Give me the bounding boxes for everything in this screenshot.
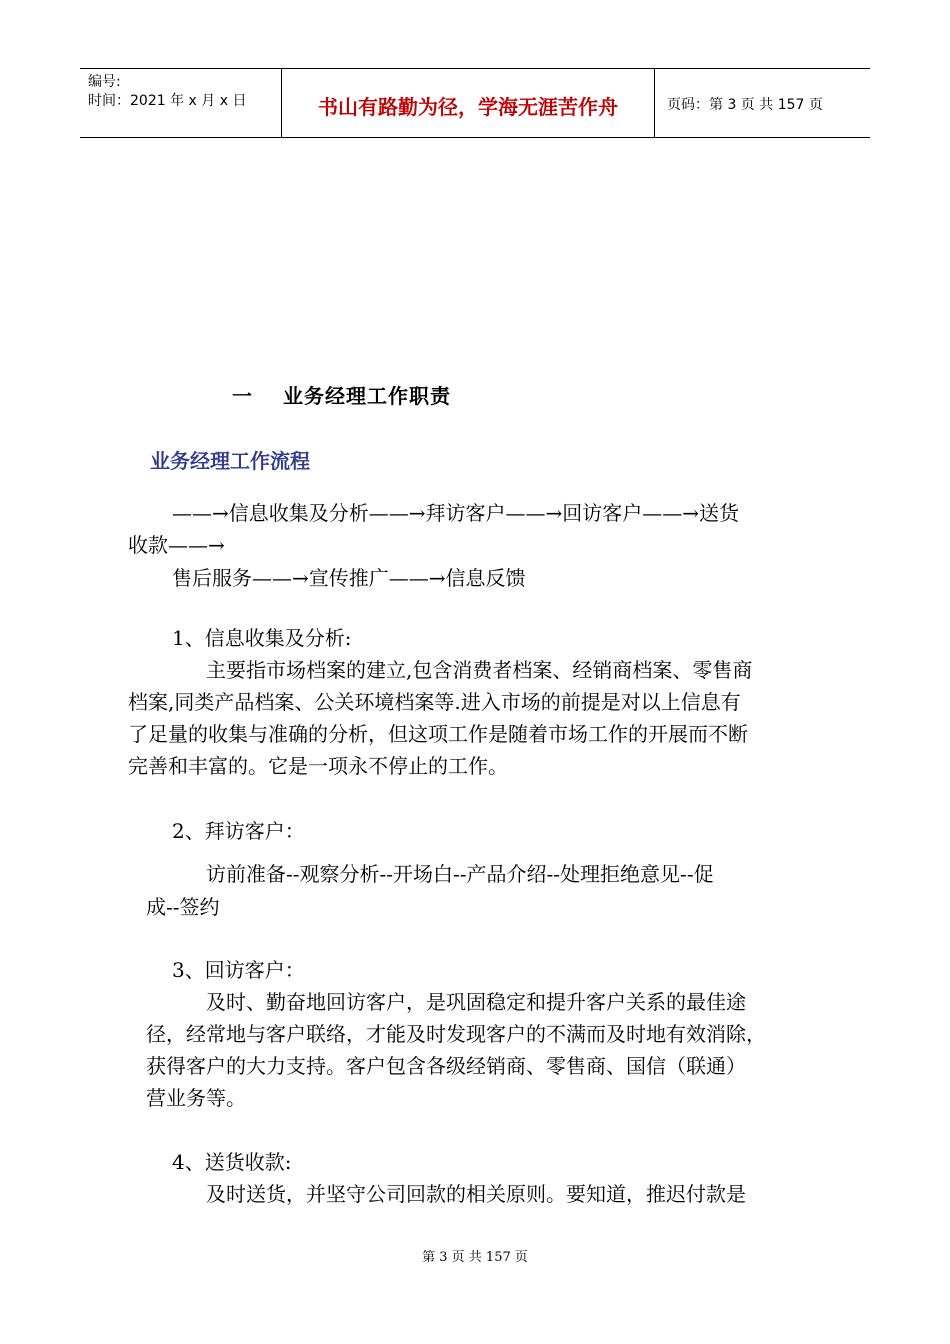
item-2-line-1: 访前准备--观察分析--开场白--产品介绍--处理拒绝意见--促 xyxy=(206,862,714,886)
item-3-line-2: 径，经常地与客户联络，才能及时发现客户的不满而及时地有效消除， xyxy=(146,1022,766,1046)
page-header xyxy=(80,68,870,138)
header-page-number: 页码：第 3 页 共 157 页 xyxy=(667,97,823,113)
section-title xyxy=(232,380,451,409)
section-number: 一 xyxy=(232,384,253,408)
header-info-cell xyxy=(80,69,280,137)
flow-line-1: ——→信息收集及分析——→拜访客户——→回访客户——→送货 xyxy=(172,501,740,525)
header-motto-cell xyxy=(281,69,655,137)
item-3-line-4: 营业务等。 xyxy=(146,1086,246,1110)
item-2-heading: 2、拜访客户： xyxy=(172,819,305,843)
document-date-label: 时间：2021 年 x 月 x 日 xyxy=(88,93,247,109)
header-motto: 书山有路勤为径，学海无涯苦作舟 xyxy=(318,95,618,119)
subsection-title: 业务经理工作流程 xyxy=(150,449,310,473)
item-4-line-1: 及时送货，并坚守公司回款的相关原则。要知道，推迟付款是 xyxy=(206,1182,746,1206)
document-number-label: 编号: xyxy=(88,74,121,90)
item-1-heading: 1、信息收集及分析: xyxy=(172,626,352,650)
item-2-line-2: 成--签约 xyxy=(146,895,220,919)
item-1-line-4: 完善和丰富的。它是一项永不停止的工作。 xyxy=(128,754,508,778)
page-footer: 第 3 页 共 157 页 xyxy=(422,1250,528,1265)
item-1-line-1: 主要指市场档案的建立,包含消费者档案、经销商档案、零售商 xyxy=(206,658,753,682)
item-1-line-3: 了足量的收集与准确的分析，但这项工作是随着市场工作的开展而不断 xyxy=(128,722,748,746)
item-3-heading: 3、回访客户： xyxy=(172,958,305,982)
flow-line-2: 收款——→ xyxy=(128,533,225,557)
item-3-line-1: 及时、勤奋地回访客户，是巩固稳定和提升客户关系的最佳途 xyxy=(206,990,746,1014)
section-title-text: 业务经理工作职责 xyxy=(283,384,451,408)
item-4-heading: 4、送货收款: xyxy=(172,1150,292,1174)
item-1-line-2: 档案,同类产品档案、公关环境档案等.进入市场的前提是对以上信息有 xyxy=(128,690,741,714)
header-page-cell xyxy=(655,69,870,137)
flow-line-3: 售后服务——→宣传推广——→信息反馈 xyxy=(172,566,526,590)
item-3-line-3: 获得客户的大力支持。客户包含各级经销商、零售商、国信（联通） xyxy=(146,1054,746,1078)
